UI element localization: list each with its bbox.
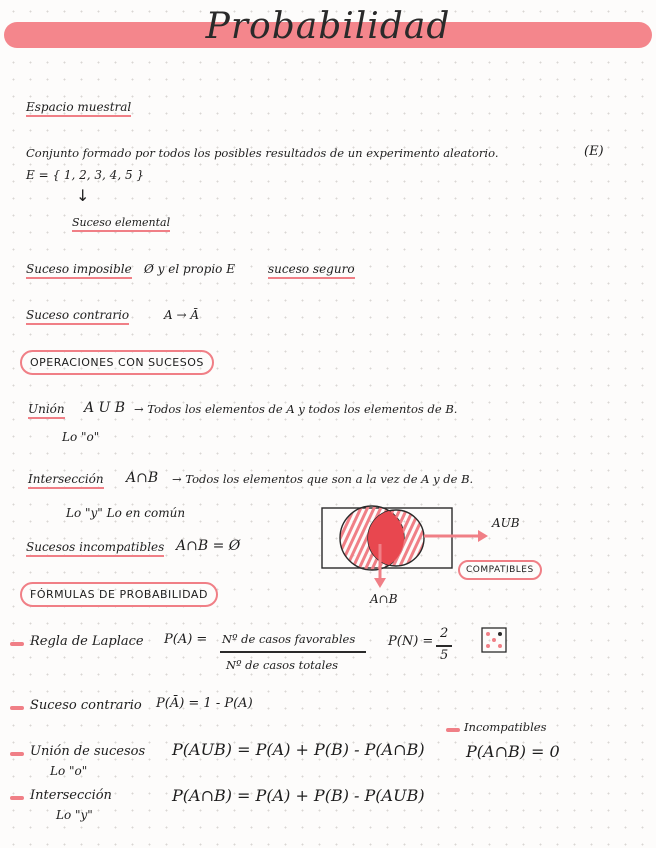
interseccion-description: → Todos los elementos que son a la vez de A y de B. xyxy=(172,472,474,486)
diagram-label-anb: A∩B xyxy=(370,592,398,606)
laplace-example-bar xyxy=(436,645,452,647)
bullet-icon xyxy=(10,706,24,710)
incompatibles-formula-label: Incompatibles xyxy=(464,720,547,734)
laplace-example-num: 2 xyxy=(440,626,449,641)
union-note: Lo "o" xyxy=(62,430,100,444)
espacio-example: E = { 1, 2, 3, 4, 5 } xyxy=(26,168,145,182)
bullet-icon xyxy=(446,728,460,732)
union-symbol: A U B xyxy=(84,400,126,416)
compatibles-cloud: COMPATIBLES xyxy=(458,560,542,580)
espacio-symbol: (E) xyxy=(584,144,604,159)
laplace-fraction-bar xyxy=(220,651,366,653)
contrario-formula-label: Suceso contrario xyxy=(30,698,142,713)
union-label: Unión xyxy=(28,402,65,419)
bullet-icon xyxy=(10,642,24,646)
formulas-cloud: FÓRMULAS DE PROBABILIDAD xyxy=(20,582,218,607)
suceso-contrario-label: Suceso contrario xyxy=(26,308,129,325)
laplace-label: Regla de Laplace xyxy=(30,634,144,649)
incompatibles-formula: P(A∩B) = 0 xyxy=(466,742,560,761)
interseccion-label: Intersección xyxy=(28,472,104,489)
dice-icon xyxy=(480,626,508,654)
suceso-elemental: Suceso elemental xyxy=(72,216,170,232)
sucesos-incompatibles-expr: A∩B = Ø xyxy=(176,538,241,554)
interseccion-formula: P(A∩B) = P(A) + P(B) - P(AUB) xyxy=(172,786,425,805)
espacio-definition: Conjunto formado por todos los posibles resultados de un experimento aleatorio. xyxy=(26,146,499,160)
page-title: Probabilidad xyxy=(205,6,451,47)
laplace-numerator: Nº de casos favorables xyxy=(222,632,356,646)
interseccion-symbol: A∩B xyxy=(126,470,159,486)
down-arrow-icon: ↓ xyxy=(76,186,90,205)
sucesos-incompatibles-label: Sucesos incompatibles xyxy=(26,540,164,557)
laplace-pa: P(A) = xyxy=(164,632,208,647)
arrow-anb-head xyxy=(374,578,386,588)
contrario-formula: P(Ā) = 1 - P(A) xyxy=(156,696,253,711)
union-formula: P(AUB) = P(A) + P(B) - P(A∩B) xyxy=(172,740,425,759)
interseccion-formula-note: Lo "y" xyxy=(56,808,93,822)
union-description: → Todos los elementos de A y todos los elementos de B. xyxy=(134,402,458,416)
suceso-contrario-expr: A → Ā xyxy=(164,308,200,322)
interseccion-formula-label: Intersección xyxy=(30,788,112,803)
union-formula-note: Lo "o" xyxy=(50,764,88,778)
suceso-imposible-label: Suceso imposible xyxy=(26,262,132,279)
laplace-example-den: 5 xyxy=(440,648,449,663)
laplace-denominator: Nº de casos totales xyxy=(226,658,339,672)
suceso-seguro: suceso seguro xyxy=(268,262,355,279)
bullet-icon xyxy=(10,796,24,800)
laplace-example: P(N) = xyxy=(388,634,434,649)
diagram-label-aub: AUB xyxy=(492,516,520,530)
venn-diagram xyxy=(310,500,640,610)
bullet-icon xyxy=(10,752,24,756)
heading-espacio-muestral: Espacio muestral xyxy=(26,100,131,117)
suceso-imposible-text: Ø y el propio E xyxy=(144,262,235,276)
arrow-aub-head xyxy=(478,530,488,542)
operaciones-cloud: OPERACIONES CON SUCESOS xyxy=(20,350,214,375)
interseccion-note: Lo "y" Lo en común xyxy=(66,506,186,520)
union-formula-label: Unión de sucesos xyxy=(30,744,146,759)
